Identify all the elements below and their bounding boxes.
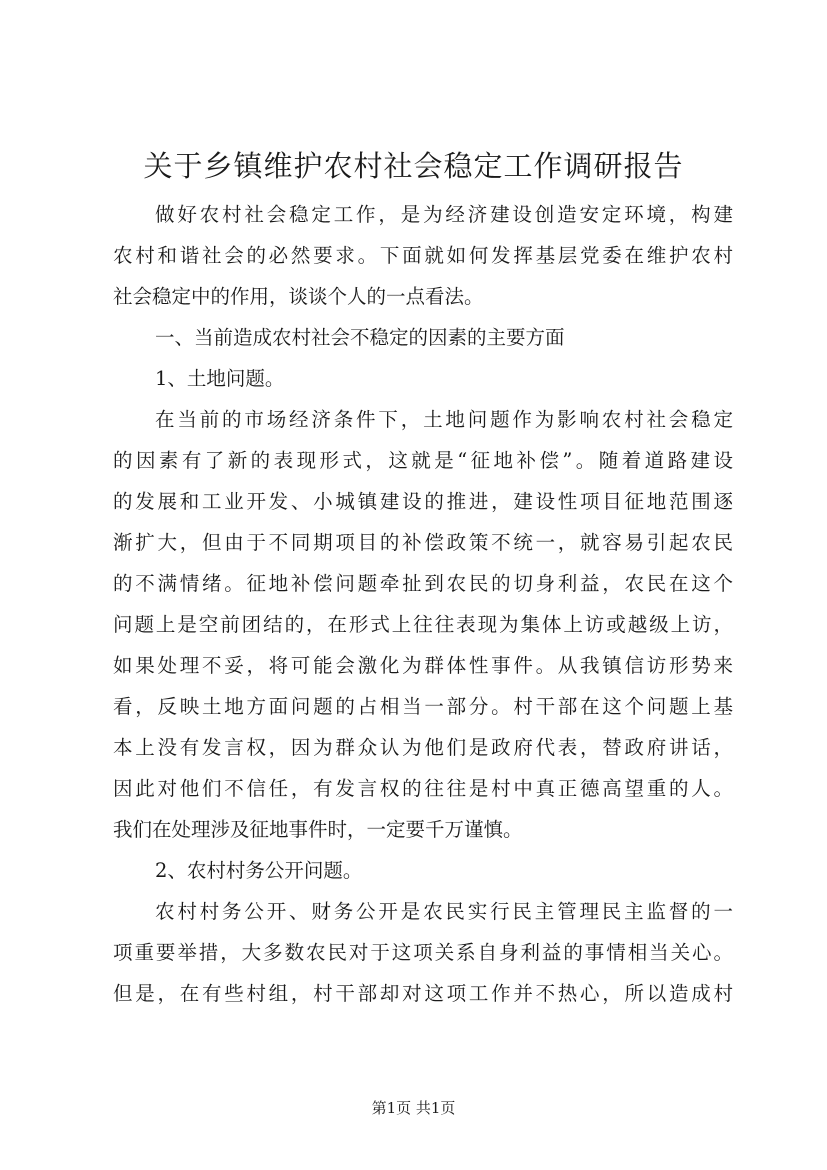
- text-line: 渐扩大，但由于不同期项目的补偿政策不统一，就容易引起农民: [113, 531, 733, 554]
- document-body: [113, 194, 733, 1014]
- text-line: 农村和谐社会的必然要求。下面就如何发挥基层党委在维护农村: [113, 244, 733, 267]
- text-line: 在当前的市场经济条件下，土地问题作为影响农村社会稳定: [155, 408, 733, 431]
- text-line: 的发展和工业开发、小城镇建设的推进，建设性项目征地范围逐: [113, 490, 733, 513]
- text-line: 农村村务公开、财务公开是农民实行民主管理民主监督的一: [155, 900, 733, 923]
- page-footer: 第1页 共1页: [371, 1099, 456, 1117]
- text-line: 但是，在有些村组，村干部却对这项工作并不热心，所以造成村: [113, 982, 733, 1005]
- text-line: 看，反映土地方面问题的占相当一部分。村干部在这个问题上基: [113, 695, 733, 718]
- text-line: 一、当前造成农村社会不稳定的因素的主要方面: [155, 326, 565, 349]
- text-line: 项重要举措，大多数农民对于这项关系自身利益的事情相当关心。: [113, 941, 733, 964]
- text-line: 如果处理不妥，将可能会激化为群体性事件。从我镇信访形势来: [113, 654, 733, 677]
- text-line: 因此对他们不信任，有发言权的往往是村中真正德高望重的人。: [113, 777, 733, 800]
- text-line: 1、土地问题。: [155, 367, 285, 390]
- text-line: 的不满情绪。征地补偿问题牵扯到农民的切身利益，农民在这个: [113, 572, 733, 595]
- text-line: 本上没有发言权，因为群众认为他们是政府代表，替政府讲话，: [113, 736, 733, 759]
- text-line: 做好农村社会稳定工作，是为经济建设创造安定环境，构建: [155, 203, 733, 226]
- text-line: 的因素有了新的表现形式，这就是“征地补偿”。随着道路建设: [113, 449, 733, 472]
- text-line: 社会稳定中的作用，谈谈个人的一点看法。: [113, 285, 484, 308]
- text-line: 问题上是空前团结的，在形式上往往表现为集体上访或越级上访，: [113, 613, 733, 636]
- document-title: 关于乡镇维护农村社会稳定工作调研报告: [143, 149, 684, 183]
- text-line: 2、农村村务公开问题。: [155, 859, 363, 882]
- text-line: 我们在处理涉及征地事件时，一定要千万谨慎。: [113, 818, 523, 841]
